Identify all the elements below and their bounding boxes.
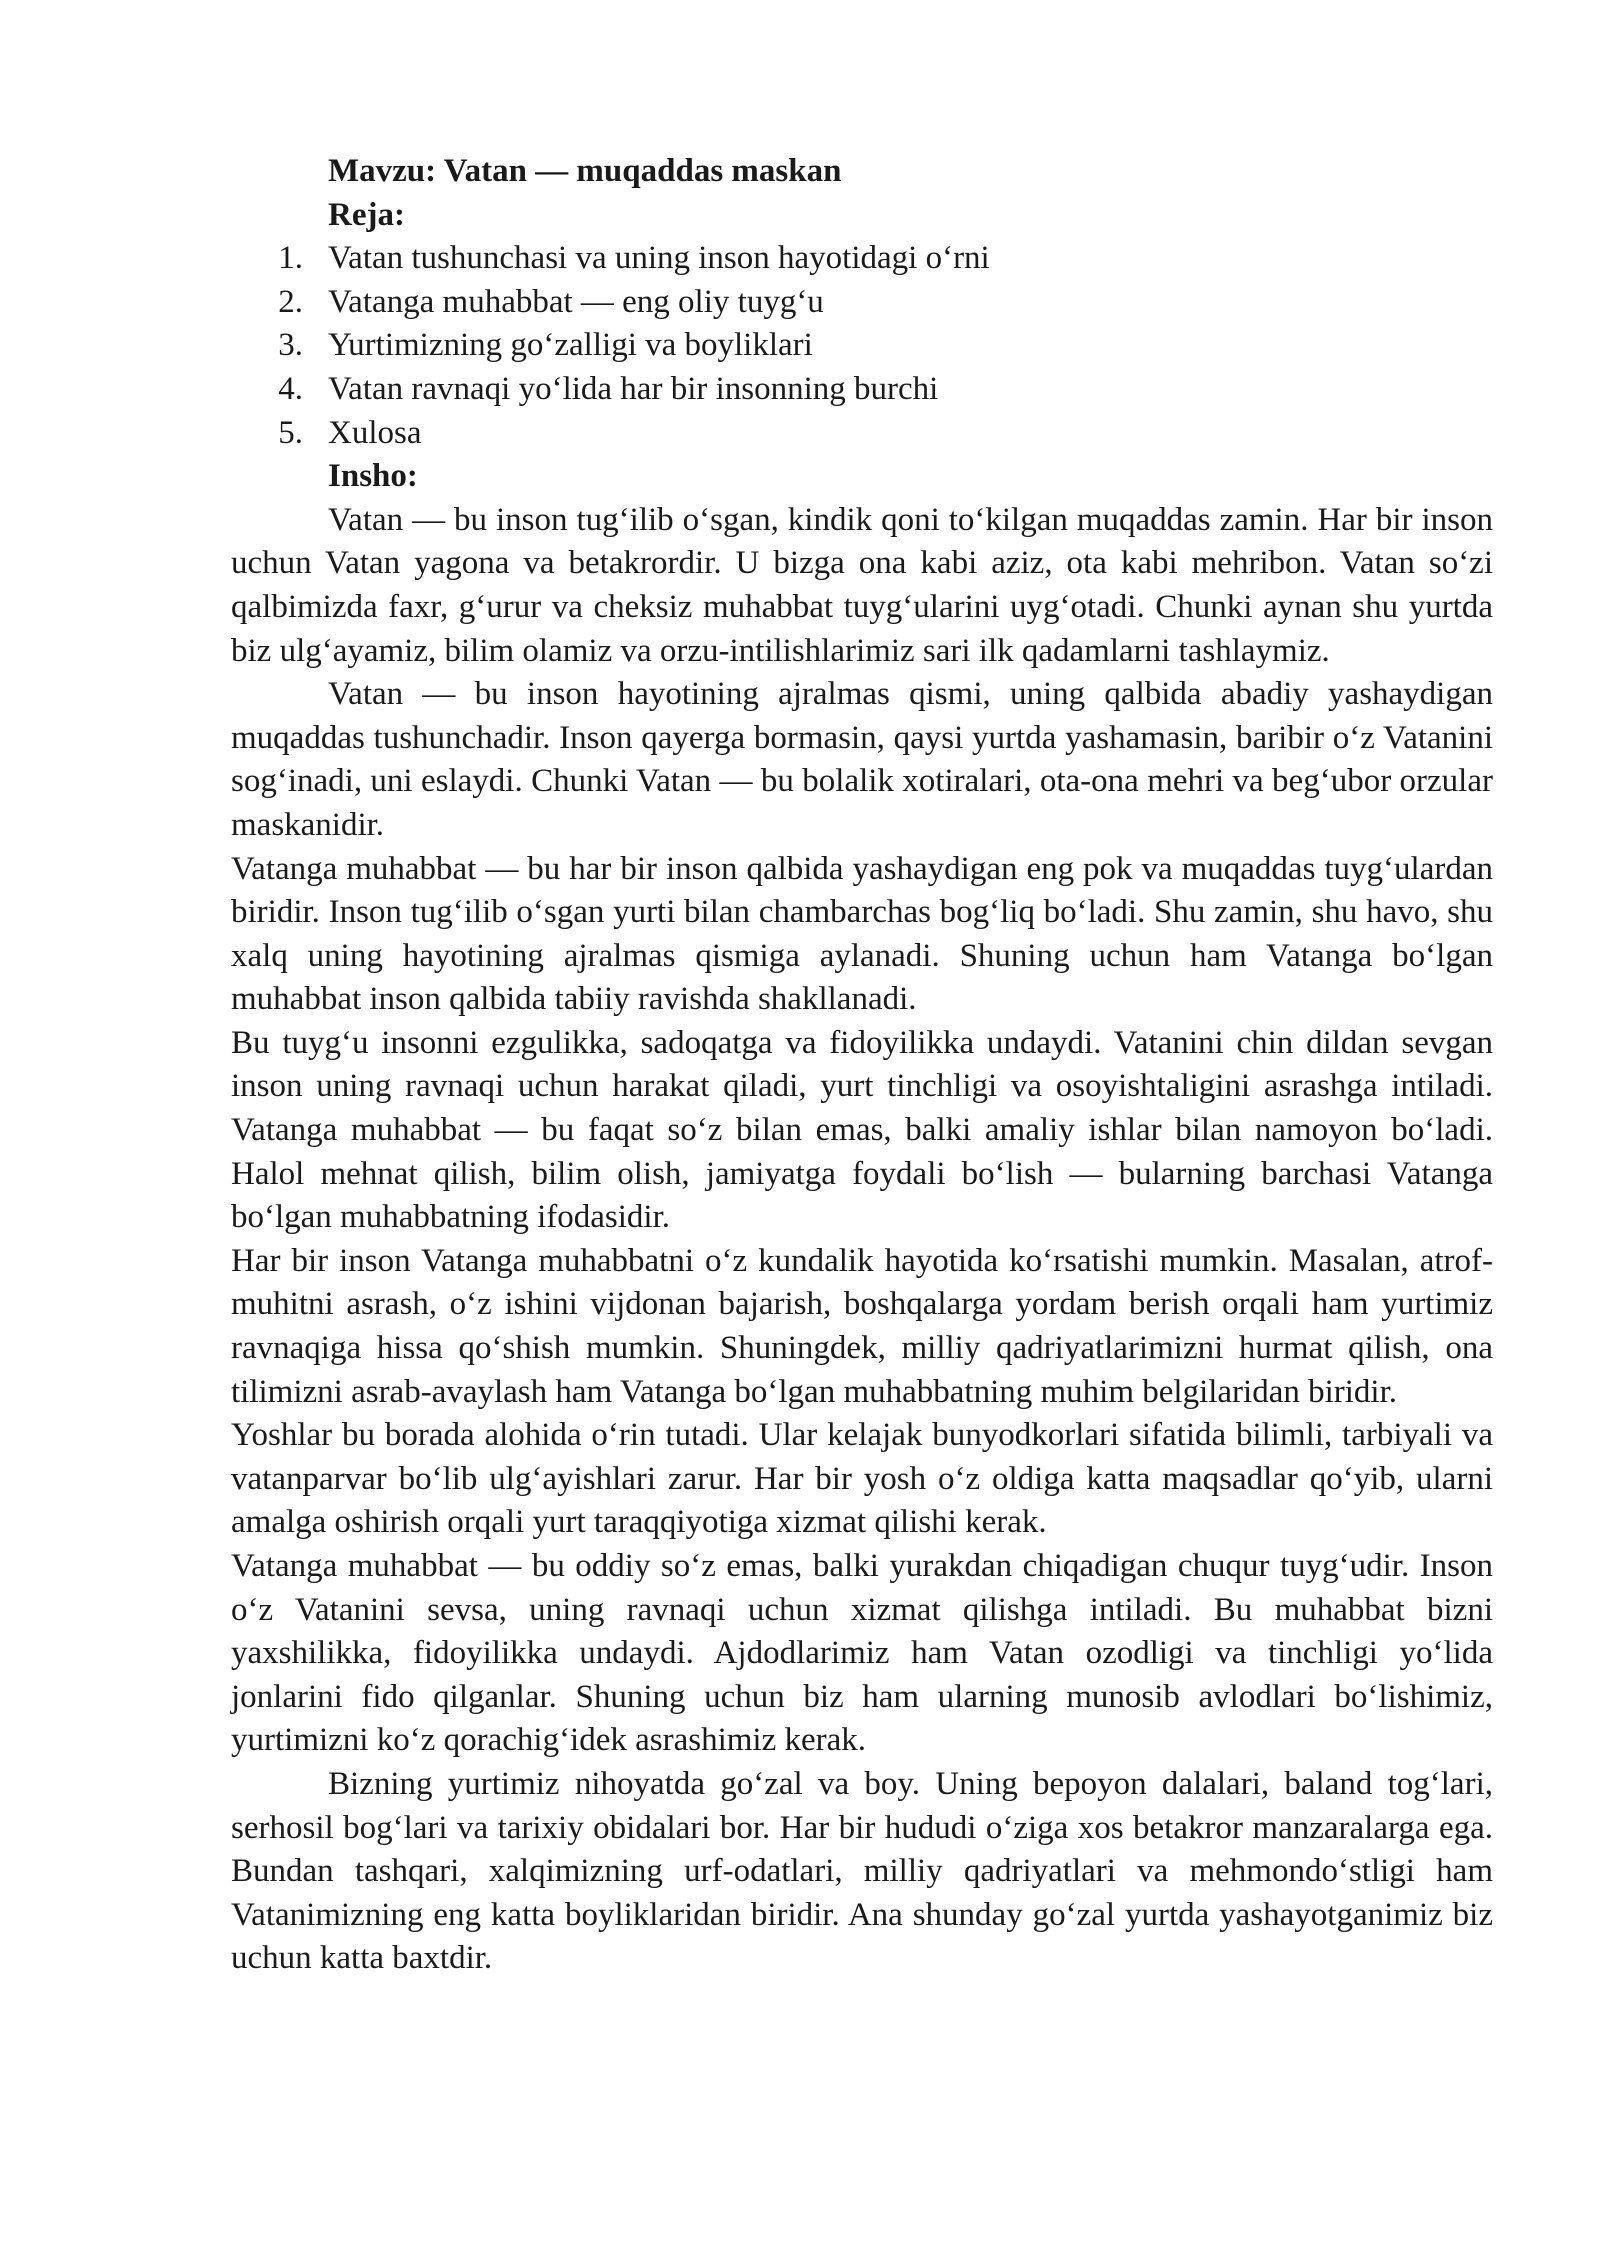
plan-heading: Reja:: [328, 196, 405, 233]
essay-paragraph: Bu tuyg‘u insonni ezgulikka, sadoqatga va fidoyilikka undaydi. Vatanini chin dildan sevgan inson uning ravnaqi uchun harakat qiladi, yurt tinchligi va osoyishtaligini asrashga intiladi. Vatanga muhabbat — bu faqat so‘z bilan emas, balki amaliy ishlar bilan namoyon bo‘ladi. Halol mehnat qilish, bilim olish, jamiyatga foydali bo‘lish — bularning barchasi Vatanga bo‘lgan muhabbatning ifodasidir.: [231, 1024, 1493, 1236]
plan-item: [231, 412, 1493, 456]
essay-paragraph: Vatanga muhabbat — bu oddiy so‘z emas, balki yurakdan chiqadigan chuqur tuyg‘udir. Inson o‘z Vatanini sevsa, uning ravnaqi uchun xizmat qilishga intiladi. Bu muhabbat bizni yaxshilikka, fidoyilikka undaydi. Ajdodlarimiz ham Vatan ozodligi va tinchligi yo‘lida jonlarini fido qilganlar. Shuning uchun biz ham ularning munosib avlodlari bo‘lishimiz, yurtimizni ko‘z qorachig‘idek asrashimiz kerak.: [231, 1548, 1493, 1759]
essay-paragraph: Bizning yurtimiz nihoyatda go‘zal va boy. Uning bepoyon dalalari, baland tog‘lari, serhosil bog‘lari va tarixiy obidalari bor. Har bir hududi o‘ziga xos betakror manzaralarga ega. Bundan tashqari, xalqimizning urf-odatlari, milliy qadriyatlari va mehmondo‘stligi ham Vatanimizning eng katta boyliklaridan biridir. Ana shunday go‘zal yurtda yashayotganimiz biz uchun katta baxtdir.: [231, 1765, 1493, 1977]
document-page: [231, 150, 1493, 1981]
plan-item-text: Vatan ravnaqi yo‘lida har bir insonning burchi: [328, 370, 939, 407]
plan-item: [231, 281, 1493, 325]
essay-heading: Insho:: [328, 458, 418, 495]
essay-paragraph: Yoshlar bu borada alohida o‘rin tutadi. Ular kelajak bunyodkorlari sifatida bilimli, tarbiyali va vatanparvar bo‘lib ulg‘ayishlari zarur. Har bir yosh o‘z oldiga katta maqsadlar qo‘yib, ularni amalga oshirish orqali yurt taraqqiyotiga xizmat qilishi kerak.: [231, 1417, 1493, 1541]
plan-item-number: 1.: [278, 240, 303, 277]
plan-item-text: Yurtimizning go‘zalligi va boyliklari: [328, 327, 813, 364]
plan-item: [231, 368, 1493, 412]
topic-heading: Mavzu: Vatan — muqaddas maskan: [328, 153, 842, 189]
plan-item: [231, 324, 1493, 368]
essay-paragraph: Har bir inson Vatanga muhabbatni o‘z kundalik hayotida ko‘rsatishi mumkin. Masalan, atrof-muhitni asrash, o‘z ishini vijdonan bajarish, boshqalarga yordam berish orqali ham yurtimiz ravnaqiga hissa qo‘shish mumkin. Shuningdek, milliy qadriyatlarimizni hurmat qilish, ona tilimizni asrab-avaylash ham Vatanga bo‘lgan muhabbatning muhim belgilaridan biridir.: [231, 1242, 1493, 1410]
plan-item-number: 2.: [278, 283, 303, 320]
plan-item-text: Vatanga muhabbat — eng oliy tuyg‘u: [328, 283, 824, 320]
essay-paragraph: Vatanga muhabbat — bu har bir inson qalbida yashaydigan eng pok va muqaddas tuyg‘ulardan biridir. Inson tug‘ilib o‘sgan yurti bilan chambarchas bog‘liq bo‘ladi. Shu zamin, shu havo, shu xalq uning hayotining ajralmas qismiga aylanadi. Shuning uchun ham Vatanga bo‘lgan muhabbat inson qalbida tabiiy ravishda shakllanadi.: [231, 850, 1493, 1018]
plan-item-number: 4.: [278, 370, 303, 407]
essay-paragraph: Vatan — bu inson tug‘ilib o‘sgan, kindik qoni to‘kilgan muqaddas zamin. Har bir inson uchun Vatan yagona va betakrordir. U bizga ona kabi aziz, ota kabi mehribon. Vatan so‘zi qalbimizda faxr, g‘urur va cheksiz muhabbat tuyg‘ularini uyg‘otadi. Chunki aynan shu yurtda biz ulg‘ayamiz, bilim olamiz va orzu-intilishlarimiz sari ilk qadamlarni tashlaymiz.: [231, 501, 1493, 669]
essay-paragraph: Vatan — bu inson hayotining ajralmas qismi, uning qalbida abadiy yashaydigan muqaddas tushunchadir. Inson qayerga bormasin, qaysi yurtda yashamasin, baribir o‘z Vatanini sog‘inadi, uni eslaydi. Chunki Vatan — bu bolalik xotiralari, ota-ona mehri va beg‘ubor orzular maskanidir.: [231, 676, 1493, 843]
plan-item: [231, 237, 1493, 281]
plan-item-number: 3.: [278, 327, 303, 364]
plan-item-text: Xulosa: [328, 414, 422, 451]
plan-item-text: Vatan tushunchasi va uning inson hayotidagi o‘rni: [328, 240, 990, 277]
plan-list: [231, 237, 1493, 455]
plan-item-number: 5.: [278, 414, 303, 451]
